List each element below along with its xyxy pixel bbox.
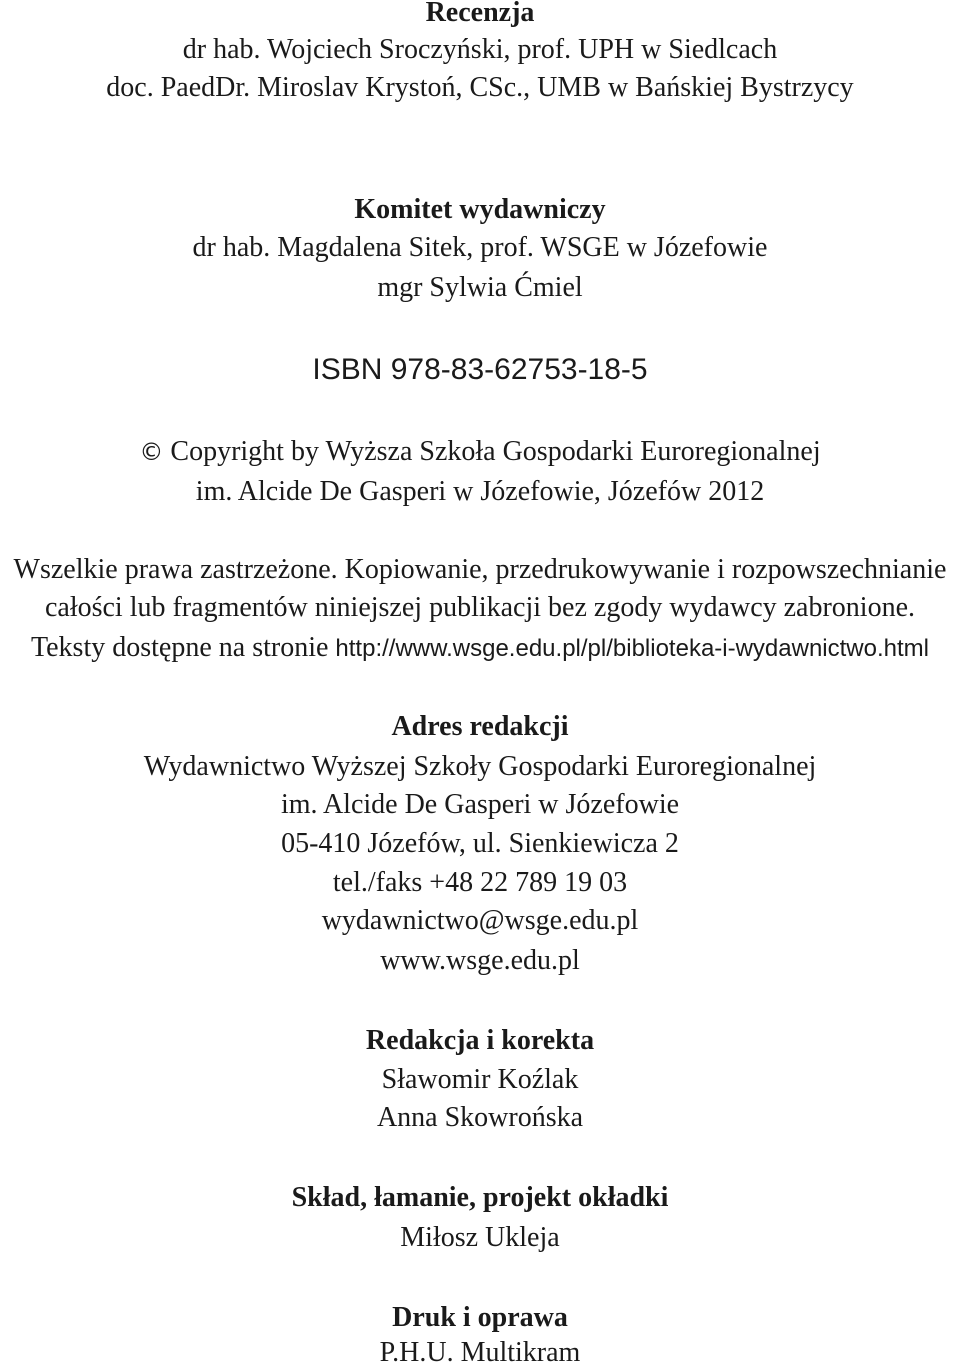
copyright-icon: © [139, 438, 164, 466]
editor-name: Anna Skowrońska [376, 1102, 584, 1133]
reviewers-heading: Recenzja [425, 0, 535, 28]
reviewer-name: dr hab. Wojciech Sroczyński, prof. UPH w Siedlcach [182, 34, 778, 65]
online-availability-label: Teksty dostępne na stronie [30, 632, 336, 663]
editorial-committee-heading: Komitet wydawniczy [354, 194, 606, 225]
editorial-address-heading: Adres redakcji [391, 711, 569, 742]
editing-heading: Redakcja i korekta [365, 1025, 595, 1056]
online-url: http://www.wsge.edu.pl/pl/biblioteka-i-wydawnictwo.html [335, 635, 929, 662]
publisher-phone-fax: tel./faks +48 22 789 19 03 [332, 867, 628, 898]
online-availability-line [0, 633, 960, 664]
rights-notice-line: Wszelkie prawa zastrzeżone. Kopiowanie, przedrukowywanie i rozpowszechnianie [13, 554, 947, 585]
publisher-email: wydawnictwo@wsge.edu.pl [321, 905, 639, 936]
designer-name: Miłosz Ukleja [400, 1222, 560, 1253]
copyright-line [0, 437, 960, 467]
editor-name: Sławomir Koźlak [381, 1064, 579, 1095]
copyright-holder: Copyright by Wyższa Szkoła Gospodarki Euroregionalnej [170, 436, 821, 467]
isbn-number: ISBN 978-83-62753-18-5 [312, 353, 648, 386]
publisher-name: Wydawnictwo Wyższej Szkoły Gospodarki Euroregionalnej [143, 751, 817, 782]
committee-member: dr hab. Magdalena Sitek, prof. WSGE w Józefowie [192, 232, 768, 263]
committee-member: mgr Sylwia Ćmiel [377, 272, 583, 303]
publisher-street-address: 05-410 Józefów, ul. Sienkiewicza 2 [281, 828, 679, 859]
layout-design-heading: Skład, łamanie, projekt okładki [291, 1182, 669, 1213]
rights-notice-line: całości lub fragmentów niniejszej publikacji bez zgody wydawcy zabronione. [44, 592, 916, 623]
printer-name: P.H.U. Multikram [379, 1337, 581, 1368]
publisher-website: www.wsge.edu.pl [380, 945, 580, 976]
copyright-place-year: im. Alcide De Gasperi w Józefowie, Józefów 2012 [195, 476, 765, 507]
publisher-name-suffix: im. Alcide De Gasperi w Józefowie [280, 789, 680, 820]
reviewer-name: doc. PaedDr. Miroslav Krystoń, CSc., UMB w Bańskiej Bystrzycy [106, 72, 854, 103]
printing-heading: Druk i oprawa [392, 1302, 568, 1333]
